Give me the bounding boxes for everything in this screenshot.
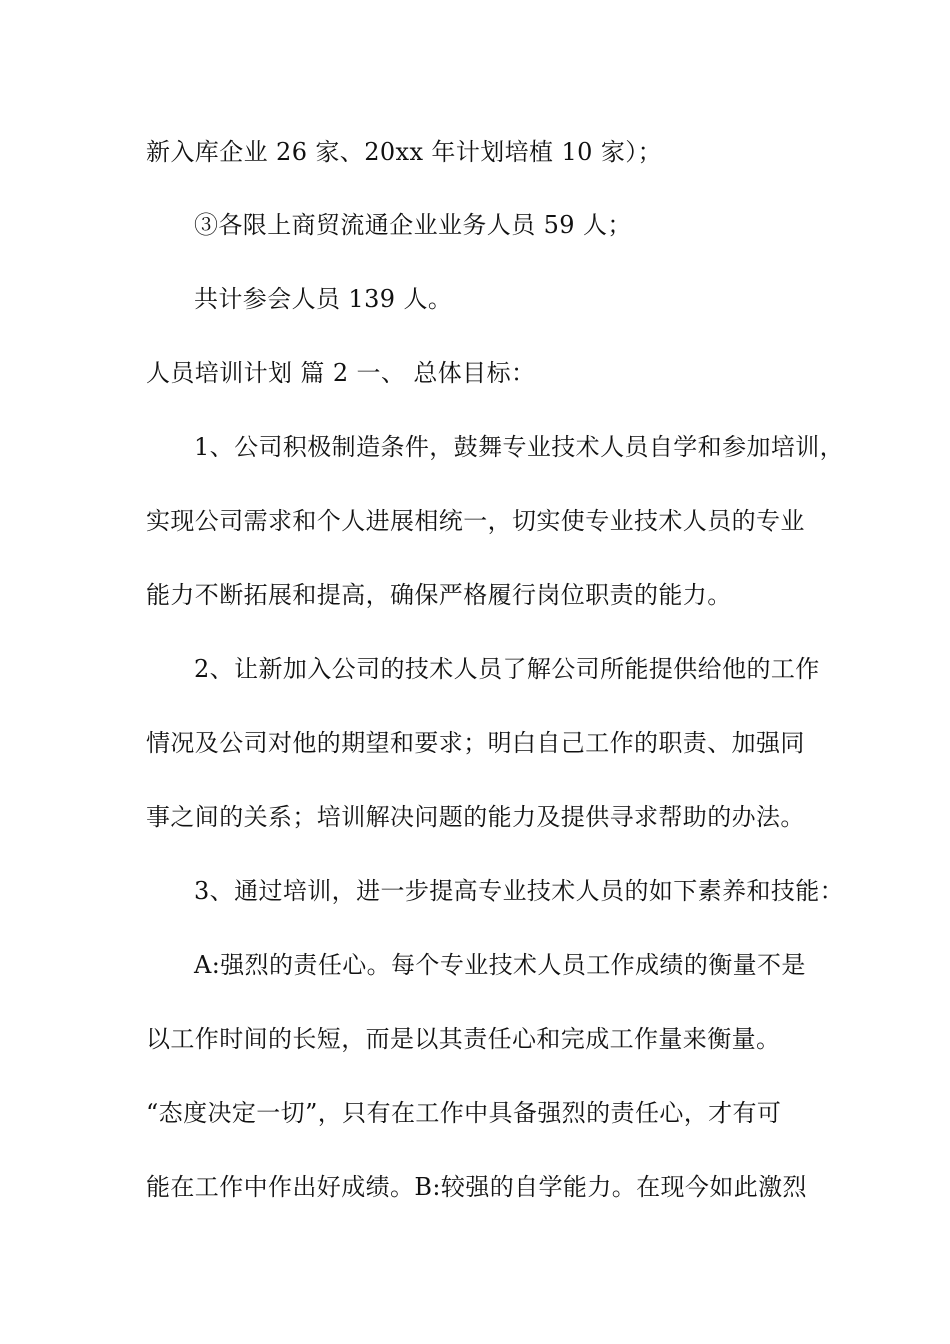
text-line: 1、公司积极制造条件，鼓舞专业技术人员自学和参加培训， xyxy=(194,433,845,461)
text-line: 2、让新加入公司的技术人员了解公司所能提供给他的工作 xyxy=(194,655,820,683)
text-line: A:强烈的责任心。每个专业技术人员工作成绩的衡量不是 xyxy=(194,951,806,979)
section-heading: 人员培训计划 篇 2 一、 总体目标： xyxy=(146,359,536,387)
text-line: 新入库企业 26 家、20xx 年计划培植 10 家）； xyxy=(146,138,663,166)
text-line: 能力不断拓展和提高，确保严格履行岗位职责的能力。 xyxy=(146,581,732,609)
text-line: 能在工作中作出好成绩。B:较强的自学能力。在现今如此激烈 xyxy=(146,1173,807,1201)
text-line: 3、通过培训，进一步提高专业技术人员的如下素养和技能： xyxy=(194,877,845,905)
text-line: 情况及公司对他的期望和要求；明白自己工作的职责、加强同 xyxy=(146,729,805,757)
text-line: ③各限上商贸流通企业业务人员 59 人； xyxy=(194,211,632,239)
text-line: 共计参会人员 139 人。 xyxy=(194,285,453,313)
text-line: 事之间的关系；培训解决问题的能力及提供寻求帮助的办法。 xyxy=(146,803,805,831)
text-line: 以工作时间的长短，而是以其责任心和完成工作量来衡量。 xyxy=(146,1025,781,1053)
text-line: “态度决定一切”，只有在工作中具备强烈的责任心，才有可 xyxy=(146,1099,782,1127)
text-line: 实现公司需求和个人进展相统一，切实使专业技术人员的专业 xyxy=(146,507,805,535)
